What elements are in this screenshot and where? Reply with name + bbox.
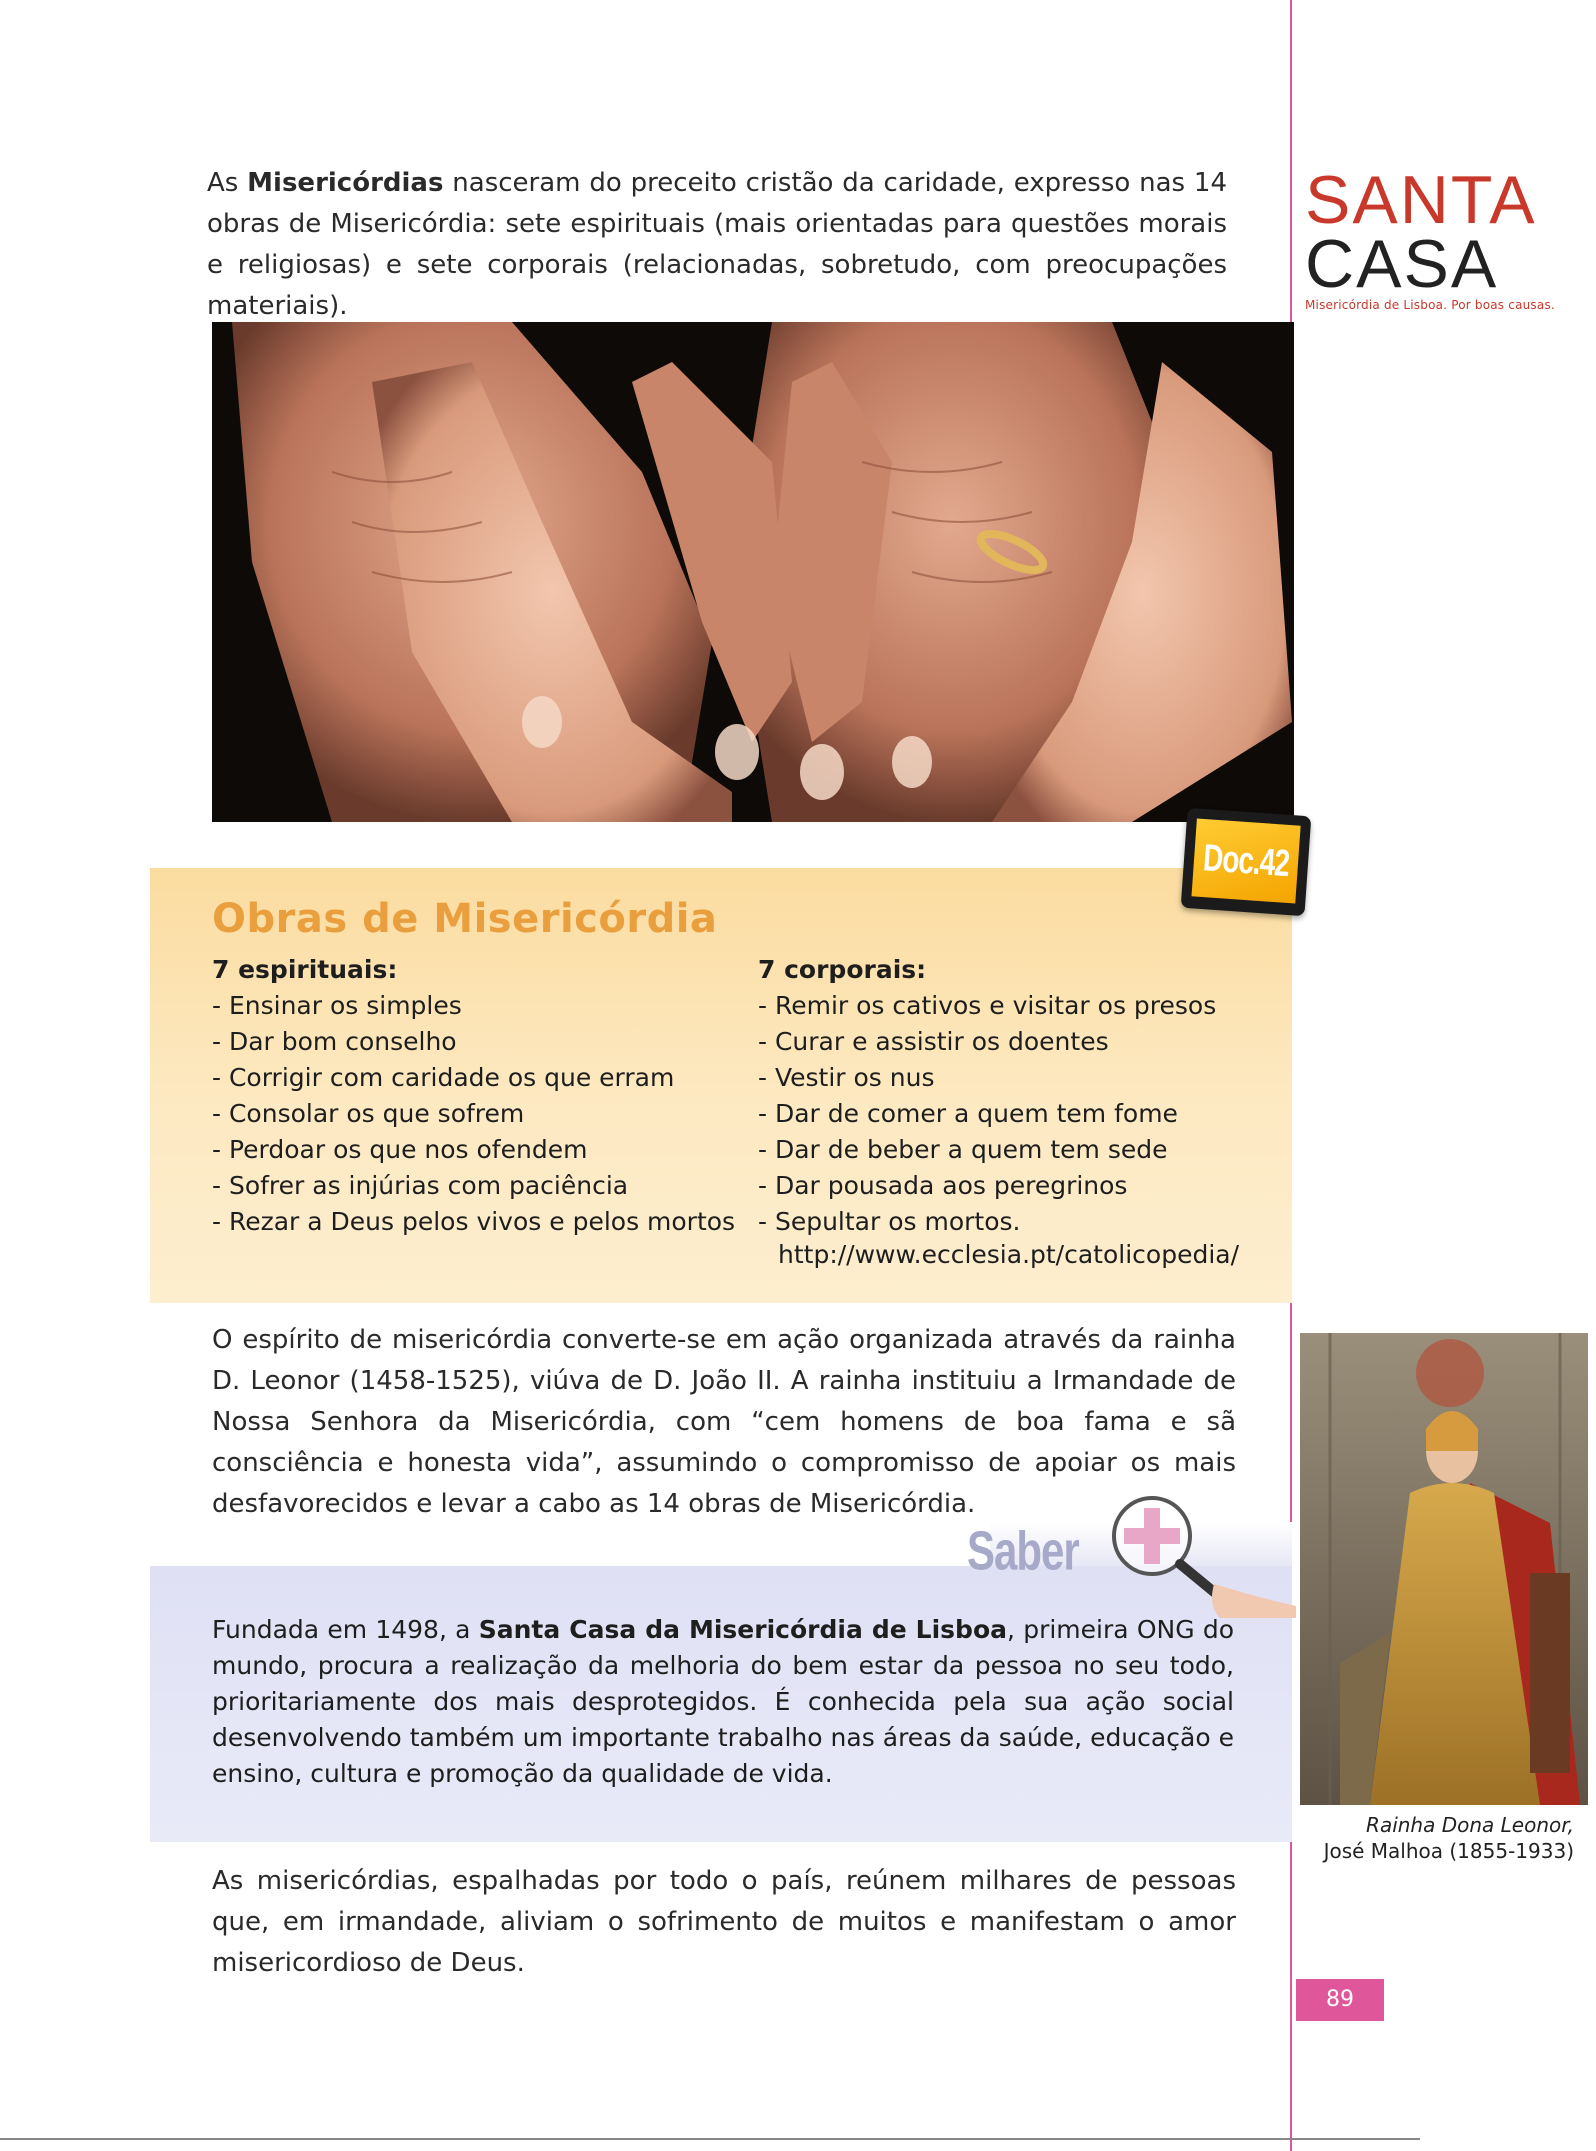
list-item: - Corrigir com caridade os que erram [212,1063,675,1092]
list-item: - Vestir os nus [758,1063,935,1092]
espirituais-heading: 7 espirituais: [212,955,398,984]
doc-badge-label: Doc.42 [1201,836,1291,885]
leonor-paragraph: O espírito de misericórdia converte-se em ação organizada através da rainha D. Leonor (1458-1525), viúva de D. João II. A rainha instituiu a Irmandade de Nossa Senhora da Misericórdia, com “cem homens de boa fama e sã consciência e honesta vida”, assumindo o compromisso de apoiar os mais desfavorecidos e levar a cabo as 14 obras de Misericórdia. [212,1325,1236,1519]
logo-tagline: Misericórdia de Lisboa. Por boas causas. [1305,298,1555,312]
intro-post: nasceram do preceito cristão da caridade, expresso nas 14 obras de Misericórdia: sete espirituais (mais orientadas para questões morais e religiosas) e sete corporais (relacionadas, sobretudo, com preocupações materiais). [207,168,1227,321]
saber-pre: Fundada em 1498, a [212,1615,479,1644]
list-item: - Remir os cativos e visitar os presos [758,991,1217,1020]
list-item: - Consolar os que sofrem [212,1099,525,1128]
saber-paragraph [212,1612,1234,1792]
logo-line-2: CASA [1305,226,1499,302]
list-item: - Dar bom conselho [212,1027,457,1056]
saber-label: Saber [967,1520,1079,1582]
caption-title: Rainha Dona Leonor, [1366,1813,1574,1837]
list-item: - Dar de beber a quem tem sede [758,1135,1168,1164]
intro-bold: Misericórdias [247,168,444,198]
santa-casa-logo [1305,162,1575,312]
corporais-heading: 7 corporais: [758,955,927,984]
saber-bold: Santa Casa da Misericórdia de Lisboa [478,1615,1007,1644]
closing-paragraph: As misericórdias, espalhadas por todo o país, reúnem milhares de pessoas que, em irmandade, aliviam o sofrimento de muitos e manifestam o amor misericordioso de Deus. [212,1866,1236,1978]
painting-caption [1300,1812,1574,1864]
saber-post: , primeira ONG do mundo, procura a realização da melhoria do bem estar da pessoa no seu todo, prioritariamente dos mais desprotegidos. É conhecida pela sua ação social desenvolvendo também um importante trabalho nas áreas da saúde, educação e ensino, cultura e promoção da qualidade de vida. [212,1615,1234,1788]
painting-illustration [1300,1333,1588,1805]
list-item: - Sepultar os mortos. [758,1207,1021,1236]
caption-author: José Malhoa (1855-1933) [1323,1839,1574,1863]
hands-photo [212,322,1294,822]
list-item: - Sofrer as injúrias com paciência [212,1171,629,1200]
doc-badge-tablet [1181,808,1312,916]
magnifier-plus-icon [1110,1488,1300,1618]
list-item: - Perdoar os que nos ofendem [212,1135,588,1164]
intro-paragraph [207,163,1227,327]
page-number: 89 [1296,1979,1384,2021]
obras-title: Obras de Misericórdia [212,896,718,942]
bottom-rule [0,2138,1420,2140]
intro-pre: As [207,168,248,198]
source-url: http://www.ecclesia.pt/catolicopedia/ [778,1240,1240,1269]
list-item: - Ensinar os simples [212,991,462,1020]
list-item: - Rezar a Deus pelos vivos e pelos mortos [212,1207,736,1236]
logo-line-1: SANTA [1305,162,1537,238]
doc-badge-screen [1191,818,1300,903]
list-item: - Dar de comer a quem tem fome [758,1099,1178,1128]
hands-illustration [212,322,1294,822]
list-item: - Curar e assistir os doentes [758,1027,1109,1056]
list-item: - Dar pousada aos peregrinos [758,1171,1128,1200]
espirituais-list [212,952,752,1240]
corporais-list [758,952,1278,1240]
rainha-leonor-painting [1300,1333,1588,1805]
